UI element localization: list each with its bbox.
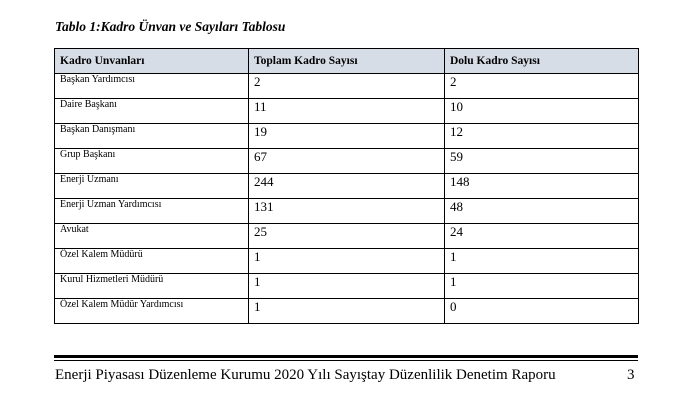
table-row xyxy=(55,74,639,99)
cell-title: Özel Kalem Müdürü xyxy=(55,249,249,274)
cell-total: 11 xyxy=(249,99,445,124)
cell-filled: 48 xyxy=(445,199,639,224)
cell-title: Kurul Hizmetleri Müdürü xyxy=(55,274,249,299)
cell-title: Başkan Yardımcısı xyxy=(55,74,249,99)
cell-total: 1 xyxy=(249,249,445,274)
table-row xyxy=(55,274,639,299)
table-row xyxy=(55,249,639,274)
table-row xyxy=(55,149,639,174)
footer-report-title: Enerji Piyasası Düzenleme Kurumu 2020 Yılı Sayıştay Düzenlilik Denetim Raporu xyxy=(55,367,556,383)
cell-total: 19 xyxy=(249,124,445,149)
cell-filled: 148 xyxy=(445,174,639,199)
cell-title: Grup Başkanı xyxy=(55,149,249,174)
page-number: 3 xyxy=(627,367,635,383)
footer-divider-thick xyxy=(54,355,638,358)
staff-table xyxy=(54,48,639,324)
table-row xyxy=(55,224,639,249)
cell-title: Daire Başkanı xyxy=(55,99,249,124)
table-caption: Tablo 1:Kadro Ünvan ve Sayıları Tablosu xyxy=(55,19,286,34)
table-row xyxy=(55,199,639,224)
cell-title: Enerji Uzman Yardımcısı xyxy=(55,199,249,224)
cell-title: Başkan Danışmanı xyxy=(55,124,249,149)
table-row xyxy=(55,124,639,149)
cell-total: 131 xyxy=(249,199,445,224)
cell-filled: 59 xyxy=(445,149,639,174)
cell-filled: 0 xyxy=(445,299,639,324)
cell-filled: 1 xyxy=(445,249,639,274)
table-row xyxy=(55,99,639,124)
header-cell-total: Toplam Kadro Sayısı xyxy=(249,49,445,74)
table-row xyxy=(55,299,639,324)
cell-total: 67 xyxy=(249,149,445,174)
cell-filled: 1 xyxy=(445,274,639,299)
header-cell-title: Kadro Unvanları xyxy=(55,49,249,74)
cell-filled: 2 xyxy=(445,74,639,99)
cell-title: Avukat xyxy=(55,224,249,249)
header-cell-filled: Dolu Kadro Sayısı xyxy=(445,49,639,74)
cell-title: Enerji Uzmanı xyxy=(55,174,249,199)
footer-divider-thin xyxy=(54,360,638,361)
cell-total: 25 xyxy=(249,224,445,249)
cell-total: 1 xyxy=(249,274,445,299)
cell-total: 244 xyxy=(249,174,445,199)
cell-total: 1 xyxy=(249,299,445,324)
cell-title: Özel Kalem Müdür Yardımcısı xyxy=(55,299,249,324)
cell-filled: 12 xyxy=(445,124,639,149)
cell-filled: 10 xyxy=(445,99,639,124)
table-row xyxy=(55,174,639,199)
table-header-row xyxy=(55,49,639,74)
cell-total: 2 xyxy=(249,74,445,99)
cell-filled: 24 xyxy=(445,224,639,249)
